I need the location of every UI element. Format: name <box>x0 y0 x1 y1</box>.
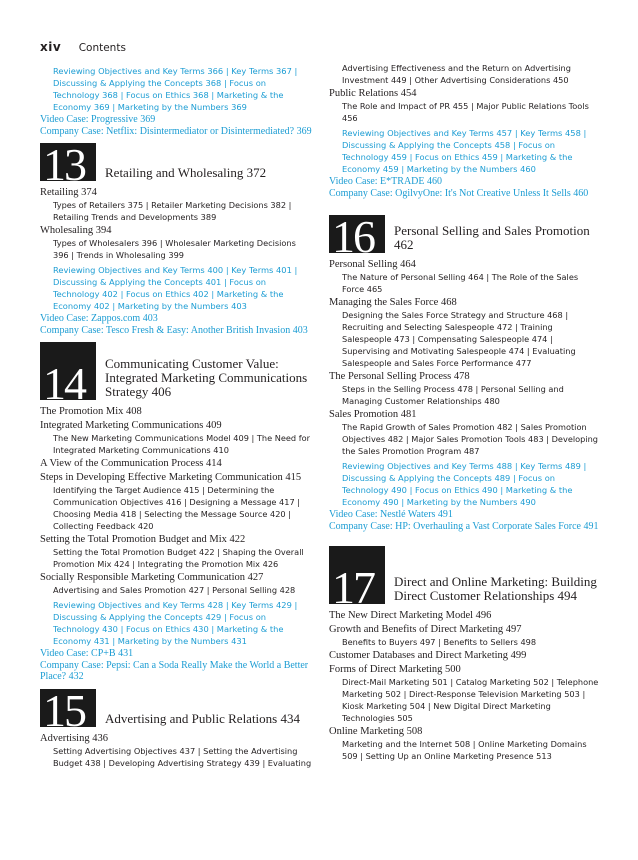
right-column <box>329 62 601 763</box>
subsection-entry: Advertising and Sales Promotion 427 | Personal Selling 428 <box>53 585 296 595</box>
chapter-title: Advertising and Public Relations 434 <box>105 710 300 726</box>
subsection-entry: Types of Wholesalers 396 | Wholesaler Marketing Decisions 396 | Trends in Wholesaling 399 <box>53 238 296 260</box>
section-entry: The Personal Selling Process 478 <box>329 371 470 382</box>
section-entry: Personal Selling 464 <box>329 259 416 270</box>
chapter-15-heading <box>40 689 312 727</box>
section-entry: Online Marketing 508 <box>329 726 423 737</box>
chapter-number-box <box>40 689 96 727</box>
page-header <box>40 40 126 54</box>
section-entry: Wholesaling 394 <box>40 225 112 236</box>
video-case: Video Case: E*TRADE 460 <box>329 176 442 187</box>
review-line: Reviewing Objectives and Key Terms 428 | Key Terms 429 | Discussing & Applying the Concepts 429 | Focus on Technology 430 | Focus on Ethics 430 | Marketing & the Economy 431 | Marketing by the Numbers 431 <box>53 600 298 646</box>
video-case: Video Case: Zappos.com 403 <box>40 313 158 324</box>
subsection-entry: Benefits to Buyers 497 | Benefits to Sellers 498 <box>342 637 537 647</box>
review-line: Reviewing Objectives and Key Terms 457 | Key Terms 458 | Discussing & Applying the Concepts 458 | Focus on Technology 459 | Focus on Ethics 459 | Marketing & the Economy 459 | Marketing by the Numbers 460 <box>342 128 587 174</box>
review-line: Reviewing Objectives and Key Terms 488 | Key Terms 489 | Discussing & Applying the Concepts 489 | Focus on Technology 490 | Focus on Ethics 490 | Marketing & the Economy 490 | Marketing by the Numbers 490 <box>342 461 587 507</box>
chapter-number-box <box>40 342 96 400</box>
chapter-number: 17 <box>332 562 374 604</box>
subsection-entry: Setting the Total Promotion Budget 422 | Shaping the Overall Promotion Mix 424 | Integrating the Promotion Mix 426 <box>53 547 304 569</box>
chapter-number: 14 <box>43 358 85 400</box>
section-entry: Forms of Direct Marketing 500 <box>329 664 461 675</box>
section-entry: Managing the Sales Force 468 <box>329 297 457 308</box>
chapter-number: 16 <box>332 215 374 253</box>
chapter-number: 15 <box>43 688 85 727</box>
chapter-17-heading <box>329 546 601 604</box>
subsection-entry: Direct-Mail Marketing 501 | Catalog Marketing 502 | Telephone Marketing 502 | Direct-Response Television Marketing 503 | Kiosk Marketing 504 | New Digital Direct Marketing Technologies 505 <box>342 677 599 723</box>
chapter-title: Retailing and Wholesaling 372 <box>105 165 267 180</box>
section-entry: A View of the Communication Process 414 <box>40 458 222 469</box>
subsection-entry: The Role and Impact of PR 455 | Major Public Relations Tools 456 <box>342 101 589 123</box>
company-case: Company Case: HP: Overhauling a Vast Corporate Sales Force 491 <box>329 520 599 532</box>
video-case: Video Case: CP+B 431 <box>40 648 134 659</box>
chapter-14-heading <box>40 342 312 400</box>
subsection-entry: Designing the Sales Force Strategy and Structure 468 | Recruiting and Selecting Salespeople 472 | Training Salespeople 473 | Compensating Salespeople 474 | Supervising and Motivating Salespeople 474 | Evaluating Salespeople and Sales Force Performance 477 <box>342 310 576 368</box>
running-head: Contents <box>78 42 126 54</box>
section-entry: Socially Responsible Marketing Communication 427 <box>40 572 264 583</box>
subsection-entry: Advertising Effectiveness and the Return on Advertising Investment 449 | Other Advertising Considerations 450 <box>342 63 571 85</box>
section-entry: The New Direct Marketing Model 496 <box>329 610 492 621</box>
section-entry: Growth and Benefits of Direct Marketing 497 <box>329 624 522 635</box>
section-entry: Sales Promotion 481 <box>329 409 417 420</box>
chapter-16-heading <box>329 215 601 253</box>
chapter-title: Communicating Customer Value: Integrated Marketing Communications Strategy 406 <box>105 356 308 399</box>
review-line: Reviewing Objectives and Key Terms 400 | Key Terms 401 | Discussing & Applying the Concepts 401 | Focus on Technology 402 | Focus on Ethics 402 | Marketing & the Economy 402 | Marketing by the Numbers 403 <box>53 265 298 311</box>
subsection-entry: Steps in the Selling Process 478 | Personal Selling and Managing Customer Relationships 480 <box>342 384 564 406</box>
chapter-number-box <box>329 215 385 253</box>
subsection-entry: Setting Advertising Objectives 437 | Setting the Advertising Budget 438 | Developing Advertising Strategy 439 | Evaluating <box>53 745 312 768</box>
section-entry: Advertising 436 <box>40 732 108 744</box>
review-line: Reviewing Objectives and Key Terms 366 | Key Terms 367 | Discussing & Applying the Concepts 368 | Focus on Technology 368 | Focus on Ethics 368 | Marketing & the Economy 369 | Marketing by the Numbers 369 <box>53 66 298 112</box>
section-entry: Customer Databases and Direct Marketing 499 <box>329 650 527 661</box>
chapter-number: 13 <box>43 143 85 181</box>
section-entry: Public Relations 454 <box>329 88 417 99</box>
chapter-title: Personal Selling and Sales Promotion 462 <box>394 223 590 252</box>
company-case: Company Case: OgilvyOne: It's Not Creative Unless It Sells 460 <box>329 187 589 199</box>
subsection-entry: Identifying the Target Audience 415 | Determining the Communication Objectives 416 | Designing a Message 417 | Choosing Media 418 | Selecting the Message Source 420 | Collecting Feedback 420 <box>53 485 301 531</box>
chapter-number-box <box>329 546 385 604</box>
section-entry: Integrated Marketing Communications 409 <box>40 420 222 431</box>
company-case: Company Case: Tesco Fresh & Easy: Another British Invasion 403 <box>40 324 308 336</box>
video-case: Video Case: Progressive 369 <box>40 114 156 125</box>
subsection-entry: Marketing and the Internet 508 | Online Marketing Domains 509 | Setting Up an Online Marketing Presence 513 <box>342 739 587 761</box>
chapter-number-box <box>40 143 96 181</box>
section-entry: Steps in Developing Effective Marketing Communication 415 <box>40 472 302 483</box>
page-number: xiv <box>40 40 62 54</box>
video-case: Video Case: Nestlé Waters 491 <box>329 509 453 520</box>
chapter-13-heading <box>40 143 312 181</box>
section-entry: Retailing 374 <box>40 187 97 198</box>
chapter-title: Direct and Online Marketing: Building Direct Customer Relationships 494 <box>394 574 597 603</box>
subsection-entry: The Rapid Growth of Sales Promotion 482 | Sales Promotion Objectives 482 | Major Sales Promotion Tools 483 | Developing the Sales Promotion Program 487 <box>342 422 598 456</box>
company-case: Company Case: Netflix: Disintermediator or Disintermediated? 369 <box>40 125 312 137</box>
company-case: Company Case: Pepsi: Can a Soda Really Make the World a Better Place? 432 <box>40 659 309 682</box>
section-entry: Setting the Total Promotion Budget and Mix 422 <box>40 534 246 545</box>
subsection-entry: The Nature of Personal Selling 464 | The Role of the Sales Force 465 <box>342 272 579 294</box>
subsection-entry: The New Marketing Communications Model 409 | The Need for Integrated Marketing Communications 410 <box>53 433 310 455</box>
subsection-entry: Types of Retailers 375 | Retailer Marketing Decisions 382 | Retailing Trends and Developments 389 <box>53 200 292 222</box>
left-column <box>40 62 312 770</box>
section-entry: The Promotion Mix 408 <box>40 406 142 417</box>
